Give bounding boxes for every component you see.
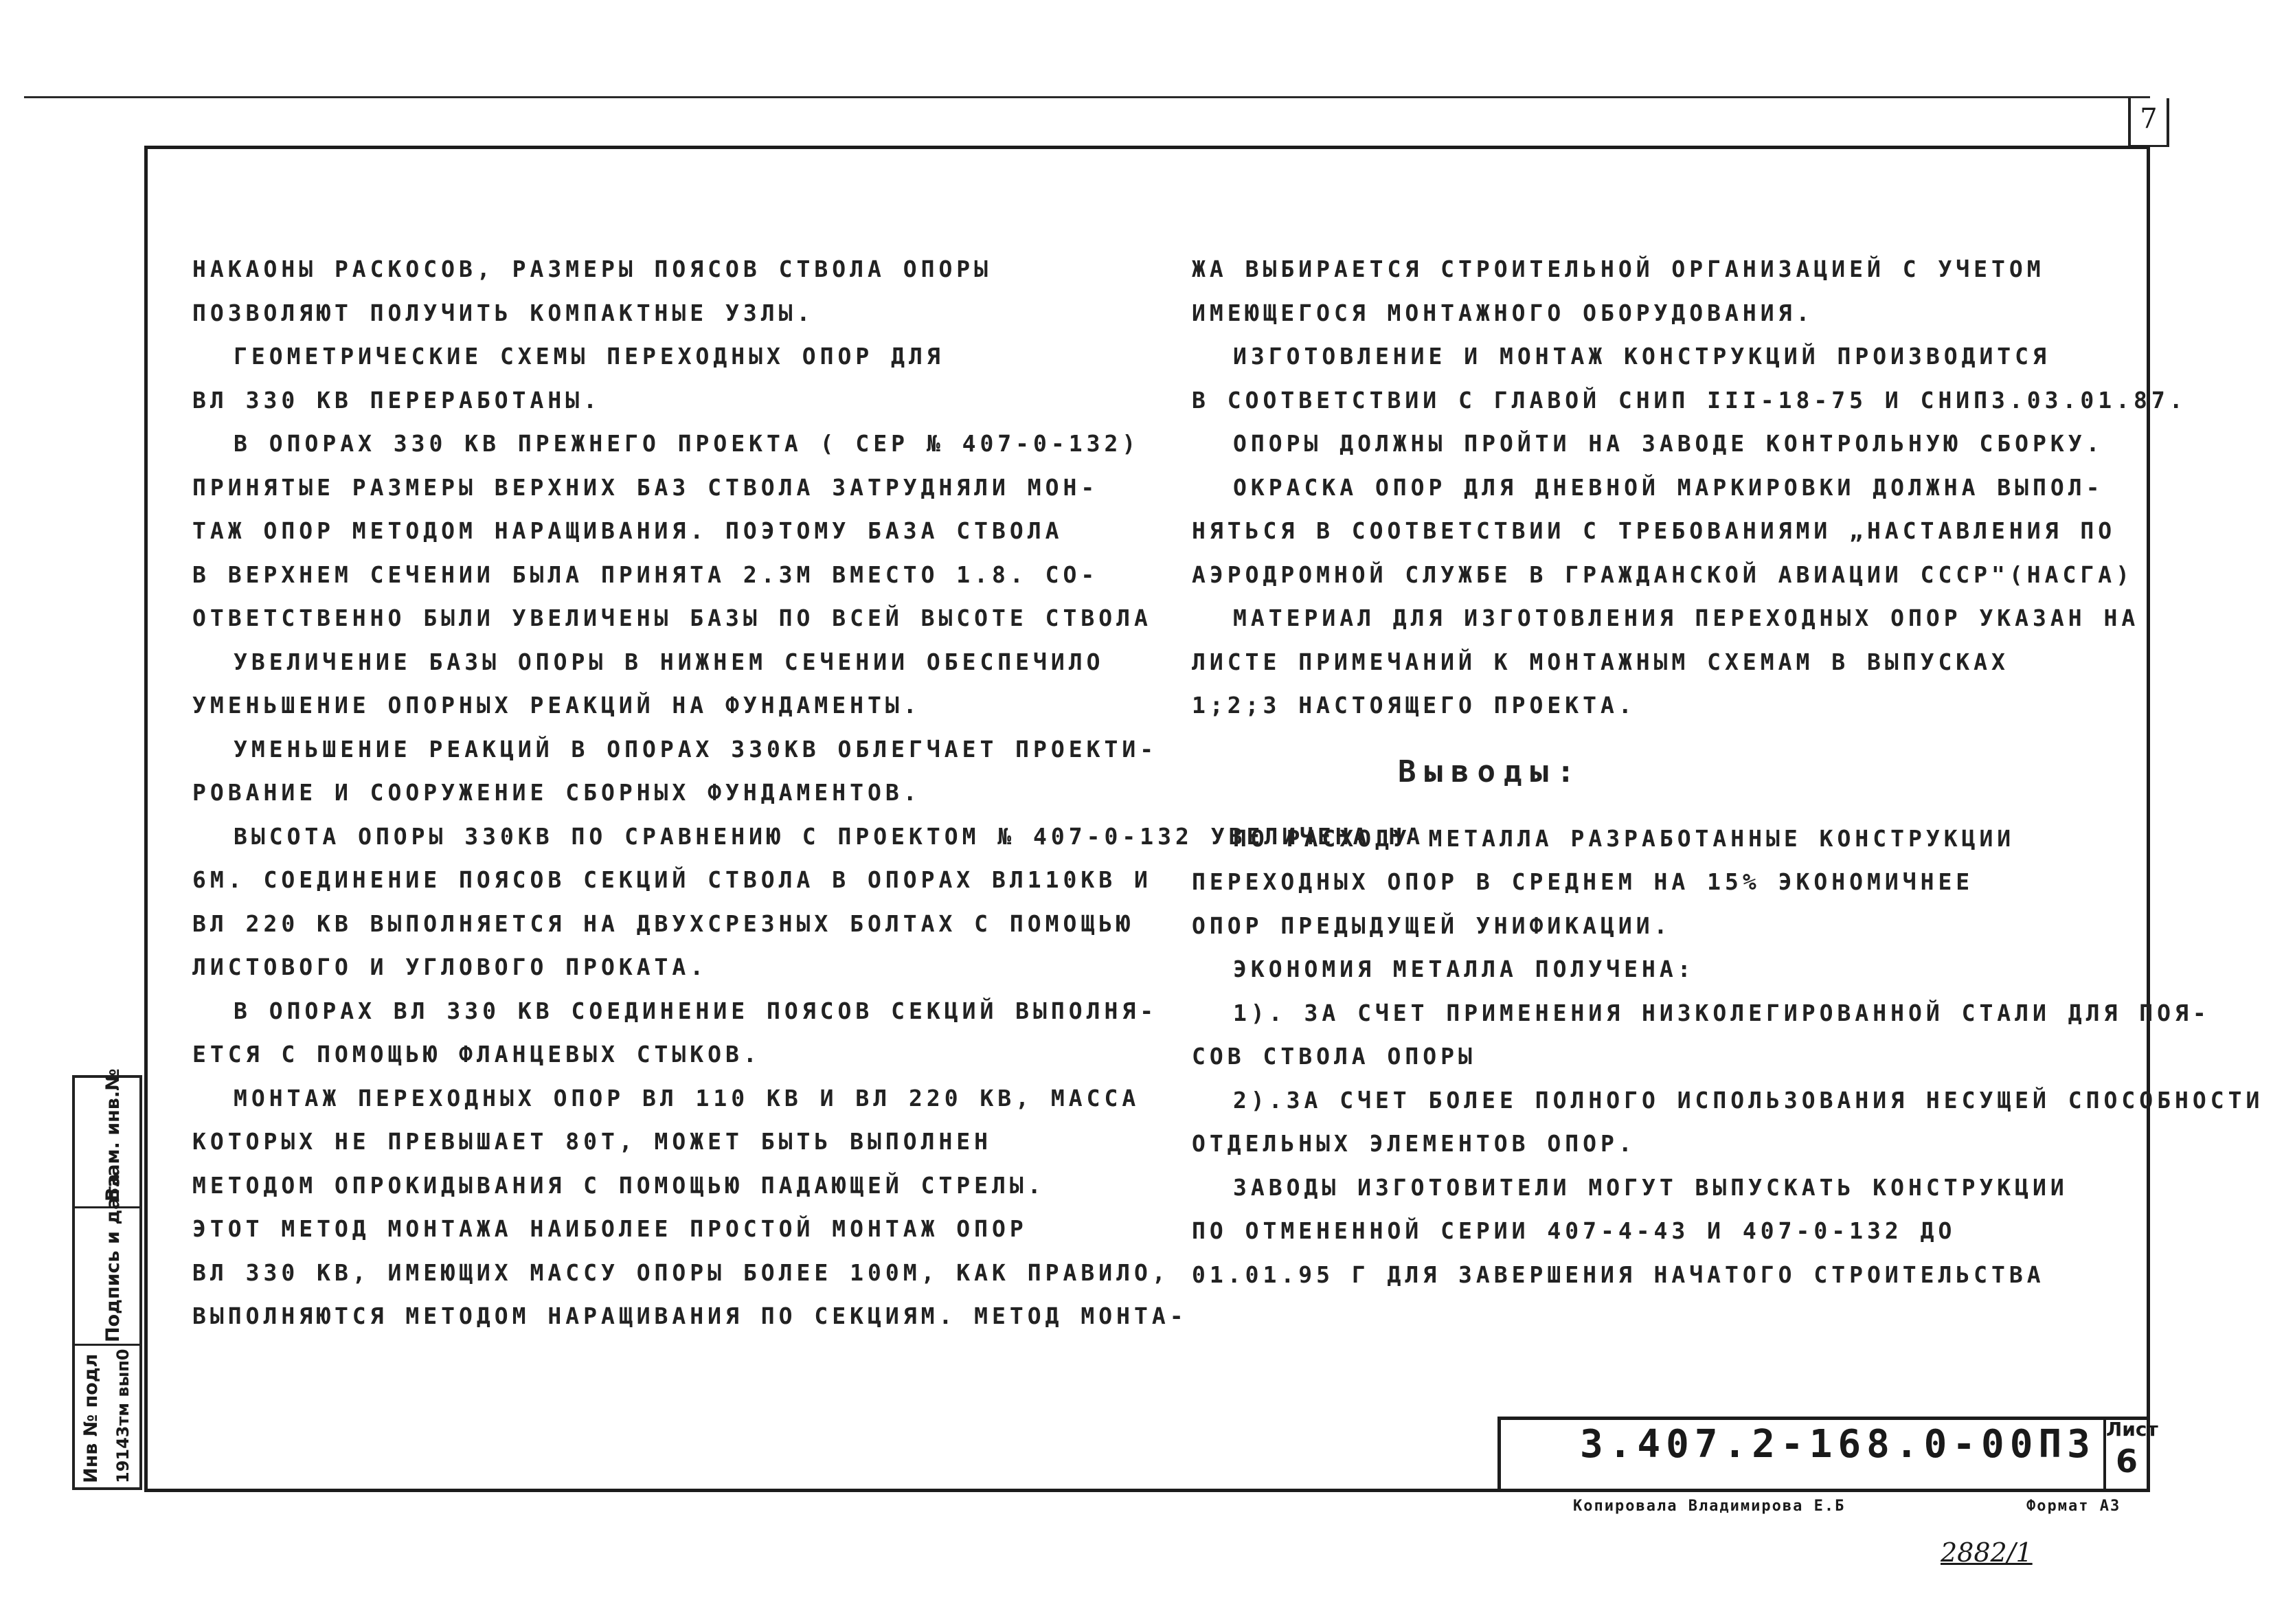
text-line: УМЕНЬШЕНИЕ РЕАКЦИЙ В ОПОРАХ 330КВ ОБЛЕГЧАЕТ ПРОЕКТИ- [234, 735, 1158, 763]
text-line: В ОПОРАХ 330 КВ ПРЕЖНЕГО ПРОЕКТА ( СЕР № 407-0-132) [234, 430, 1140, 457]
text-line: 6М. СОЕДИНЕНИЕ ПОЯСОВ СЕКЦИЙ СТВОЛА В ОПОРАХ ВЛ110КВ И [192, 866, 1152, 893]
text-line: УВЕЛИЧЕНИЕ БАЗЫ ОПОРЫ В НИЖНЕМ СЕЧЕНИИ ОБЕСПЕЧИЛО [234, 648, 1105, 675]
text-line: ПРИНЯТЫЕ РАЗМЕРЫ ВЕРХНИХ БАЗ СТВОЛА ЗАТРУДНЯЛИ МОН- [192, 473, 1099, 501]
text-line: 1). ЗА СЧЕТ ПРИМЕНЕНИЯ НИЗКОЛЕГИРОВАННОЙ СТАЛИ ДЛЯ ПОЯ- [1233, 999, 2210, 1026]
text-line: ВЫПОЛНЯЮТСЯ МЕТОДОМ НАРАЩИВАНИЯ ПО СЕКЦИЯМ. МЕТОД МОНТА- [192, 1302, 1188, 1329]
text-line: ВЛ 220 КВ ВЫПОЛНЯЕТСЯ НА ДВУХСРЕЗНЫХ БОЛТАХ С ПОМОЩЬЮ [192, 910, 1134, 937]
side-cell-label: Подпись и дата [102, 1173, 124, 1342]
text-line: ОКРАСКА ОПОР ДЛЯ ДНЕВНОЙ МАРКИРОВКИ ДОЛЖНА ВЫПОЛ- [1233, 473, 2104, 501]
text-line: ТАЖ ОПОР МЕТОДОМ НАРАЩИВАНИЯ. ПОЭТОМУ БАЗА СТВОЛА [192, 517, 1063, 544]
conclusions-heading: Выводы: [1398, 754, 1583, 789]
handwritten-note: 2882/1 [1941, 1537, 2033, 1568]
text-line: ЛИСТЕ ПРИМЕЧАНИЙ К МОНТАЖНЫМ СХЕМАМ В ВЫПУСКАХ [1192, 648, 2009, 675]
text-line: В ОПОРАХ ВЛ 330 КВ СОЕДИНЕНИЕ ПОЯСОВ СЕКЦИЙ ВЫПОЛНЯ- [234, 997, 1158, 1024]
text-line: ГЕОМЕТРИЧЕСКИЕ СХЕМЫ ПЕРЕХОДНЫХ ОПОР ДЛЯ [234, 343, 945, 370]
text-line: ОТВЕТСТВЕННО БЫЛИ УВЕЛИЧЕНЫ БАЗЫ ПО ВСЕЙ ВЫСОТЕ СТВОЛА [192, 605, 1152, 631]
text-line: 2).ЗА СЧЕТ БОЛЕЕ ПОЛНОГО ИСПОЛЬЗОВАНИЯ НЕСУЩЕЙ СПОСОБНОСТИ [1233, 1086, 2264, 1114]
text-line: ВЫСОТА ОПОРЫ 330КВ ПО СРАВНЕНИЮ С ПРОЕКТОМ № 407-0-132 УВЕЛИЧЕНА НА [234, 822, 1425, 850]
side-stamp [72, 1068, 142, 1490]
text-line: ОТДЕЛЬНЫХ ЭЛЕМЕНТОВ ОПОР. [1192, 1130, 1636, 1157]
text-line: ПО ОТМЕНЕННОЙ СЕРИИ 407-4-43 И 407-0-132 ДО [1192, 1217, 1956, 1244]
right-text-column [1192, 247, 2263, 1296]
text-line: СОВ СТВОЛА ОПОРЫ [1192, 1043, 1476, 1070]
sheet-number: 6 [2116, 1443, 2138, 1480]
text-line: ЗАВОДЫ ИЗГОТОВИТЕЛИ МОГУТ ВЫПУСКАТЬ КОНСТРУКЦИИ [1233, 1173, 2068, 1201]
text-line: 1;2;3 НАСТОЯЩЕГО ПРОЕКТА. [1192, 692, 1636, 719]
side-cell-label: Инв № подл [80, 1353, 102, 1483]
text-line: ОПОР ПРЕДЫДУЩЕЙ УНИФИКАЦИИ. [1192, 912, 1672, 939]
text-line: ОПОРЫ ДОЛЖНЫ ПРОЙТИ НА ЗАВОДЕ КОНТРОЛЬНУЮ СБОРКУ. [1233, 430, 2104, 457]
text-line: ПО РАСХОДУ МЕТАЛЛА РАЗРАБОТАННЫЕ КОНСТРУКЦИИ [1233, 824, 2015, 852]
text-line: РОВАНИЕ И СООРУЖЕНИЕ СБОРНЫХ ФУНДАМЕНТОВ. [192, 779, 921, 806]
text-line: ВЛ 330 КВ ПЕРЕРАБОТАНЫ. [192, 386, 601, 414]
text-line: ИЗГОТОВЛЕНИЕ И МОНТАЖ КОНСТРУКЦИЙ ПРОИЗВОДИТСЯ [1233, 343, 2050, 370]
text-line: ЛИСТОВОГО И УГЛОВОГО ПРОКАТА. [192, 954, 708, 980]
text-line: В СООТВЕТСТВИИ С ГЛАВОЙ СНИП III-18-75 И СНИП3.03.01.87. [1192, 386, 2187, 414]
text-line: В ВЕРХНЕМ СЕЧЕНИИ БЫЛА ПРИНЯТА 2.3М ВМЕСТО 1.8. СО- [192, 561, 1099, 588]
text-line: АЭРОДРОМНОЙ СЛУЖБЕ В ГРАЖДАНСКОЙ АВИАЦИИ СССР"(НАСГА) [1192, 561, 2134, 588]
copied-by: Копировала Владимирова Е.Б [1573, 1498, 1846, 1515]
right-column-top [1192, 247, 2263, 728]
text-line: ЭТОТ МЕТОД МОНТАЖА НАИБОЛЕЕ ПРОСТОЙ МОНТАЖ ОПОР [192, 1215, 1028, 1242]
sheet-label: Лист [2106, 1418, 2158, 1441]
text-line: НАКАОНЫ РАСКОСОВ, РАЗМЕРЫ ПОЯСОВ СТВОЛА ОПОРЫ [192, 256, 993, 282]
side-cell-value: 19143тм вып0 [113, 1349, 133, 1483]
text-line: ПЕРЕХОДНЫХ ОПОР В СРЕДНЕМ НА 15% ЭКОНОМИЧНЕЕ [1192, 868, 1974, 895]
side-cell-inventory [75, 1346, 139, 1487]
side-cell-signature [75, 1173, 139, 1346]
text-line: УМЕНЬШЕНИЕ ОПОРНЫХ РЕАКЦИЙ НА ФУНДАМЕНТЫ. [192, 692, 921, 719]
right-column-bottom [1192, 817, 2263, 1297]
text-line: НЯТЬСЯ В СООТВЕТСТВИИ С ТРЕБОВАНИЯМИ „НАСТАВЛЕНИЯ ПО [1192, 517, 2116, 544]
text-line: ЕТСЯ С ПОМОЩЬЮ ФЛАНЦЕВЫХ СТЫКОВ. [192, 1041, 761, 1068]
text-line: ИМЕЮЩЕГОСЯ МОНТАЖНОГО ОБОРУДОВАНИЯ. [1192, 299, 1814, 326]
text-line: МАТЕРИАЛ ДЛЯ ИЗГОТОВЛЕНИЯ ПЕРЕХОДНЫХ ОПОР УКАЗАН НА [1233, 605, 2140, 631]
text-line: КОТОРЫХ НЕ ПРЕВЫШАЕТ 80Т, МОЖЕТ БЫТЬ ВЫПОЛНЕН [192, 1128, 993, 1155]
format-label: Формат А3 [2026, 1498, 2121, 1515]
page-number: 7 [2140, 103, 2158, 135]
text-line: МЕТОДОМ ОПРОКИДЫВАНИЯ С ПОМОЩЬЮ ПАДАЮЩЕЙ СТРЕЛЫ. [192, 1171, 1045, 1199]
text-line: ВЛ 330 КВ, ИМЕЮЩИХ МАССУ ОПОРЫ БОЛЕЕ 100М, КАК ПРАВИЛО, [192, 1259, 1170, 1286]
document-code: 3.407.2-168.0-00ПЗ [1580, 1422, 2096, 1467]
top-rule [24, 96, 2150, 98]
text-line: ЖА ВЫБИРАЕТСЯ СТРОИТЕЛЬНОЙ ОРГАНИЗАЦИЕЙ С УЧЕТОМ [1192, 256, 2045, 282]
text-line: ЭКОНОМИЯ МЕТАЛЛА ПОЛУЧЕНА: [1233, 956, 1695, 982]
side-cell-label: Взам. инв.№ [102, 1068, 124, 1202]
text-line: 01.01.95 Г ДЛЯ ЗАВЕРШЕНИЯ НАЧАТОГО СТРОИТЕЛЬСТВА [1192, 1261, 2045, 1288]
text-line: МОНТАЖ ПЕРЕХОДНЫХ ОПОР ВЛ 110 КВ И ВЛ 220 КВ, МАССА [234, 1084, 1140, 1112]
text-line: ПОЗВОЛЯЮТ ПОЛУЧИТЬ КОМПАКТНЫЕ УЗЛЫ. [192, 299, 815, 326]
